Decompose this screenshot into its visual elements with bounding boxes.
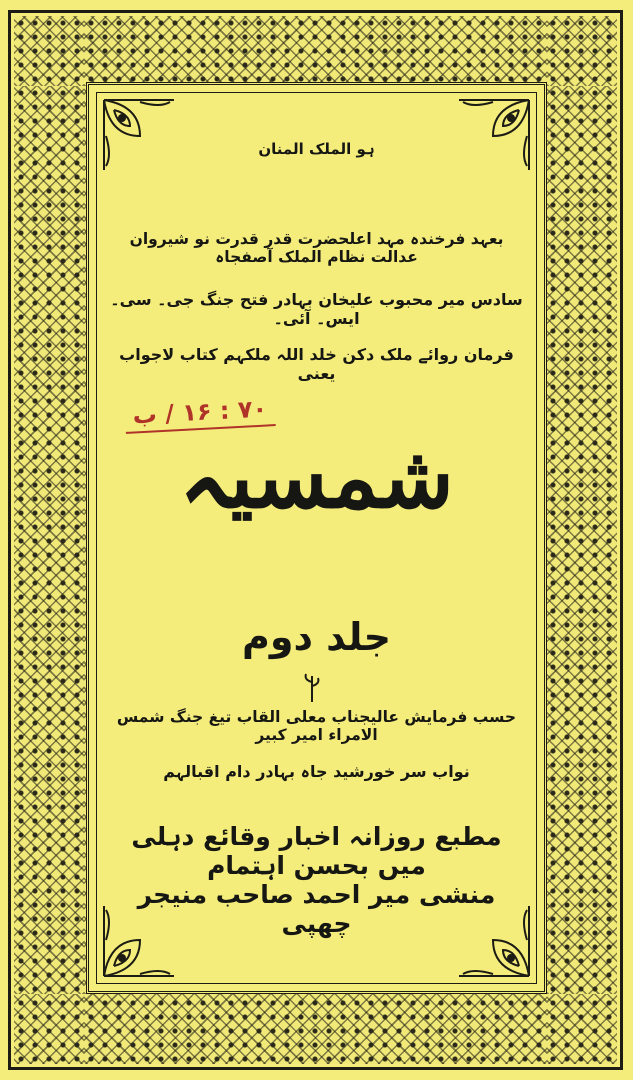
ornament-sprig-icon xyxy=(300,672,324,704)
commission-line-2: نواب سر خورشید جاہ بہادر دام اقبالہم xyxy=(163,762,470,781)
handwritten-shelfmark: ۷۰ : ۱۶ / ب xyxy=(124,394,275,434)
press-line-2: منشی میر احمد صاحب منیجر چھپی xyxy=(137,880,496,938)
commission-line-1: حسب فرمایش عالیجناب معلی القاب تیغ جنگ شمس الامراء امیر کبیر xyxy=(116,708,517,744)
corner-flourish-icon xyxy=(455,96,533,174)
volume-label: جلد دوم xyxy=(241,615,392,659)
patronage-line-3: فرمان روائے ملک دکن خلد اللہ ملکہم کتاب لاجواب یعنی xyxy=(119,345,514,383)
patronage-line-2: سادس میر محبوب علیخان بہادر فتح جنگ جی۔ سی۔ ایس۔ آئی۔ xyxy=(110,290,523,328)
invocation: ہو الملک المنان xyxy=(258,140,375,158)
book-title: شمسیہ xyxy=(179,427,454,528)
press-line-1: مطبع روزانہ اخبار وقائع دہلی میں بحسن اہتمام xyxy=(131,822,502,880)
patronage-line-1: بعہد فرخندہ مہد اعلحضرت قدر قدرت نو شیروان عدالت نظام الملک آصفجاہ xyxy=(129,230,504,266)
corner-flourish-icon xyxy=(100,96,178,174)
